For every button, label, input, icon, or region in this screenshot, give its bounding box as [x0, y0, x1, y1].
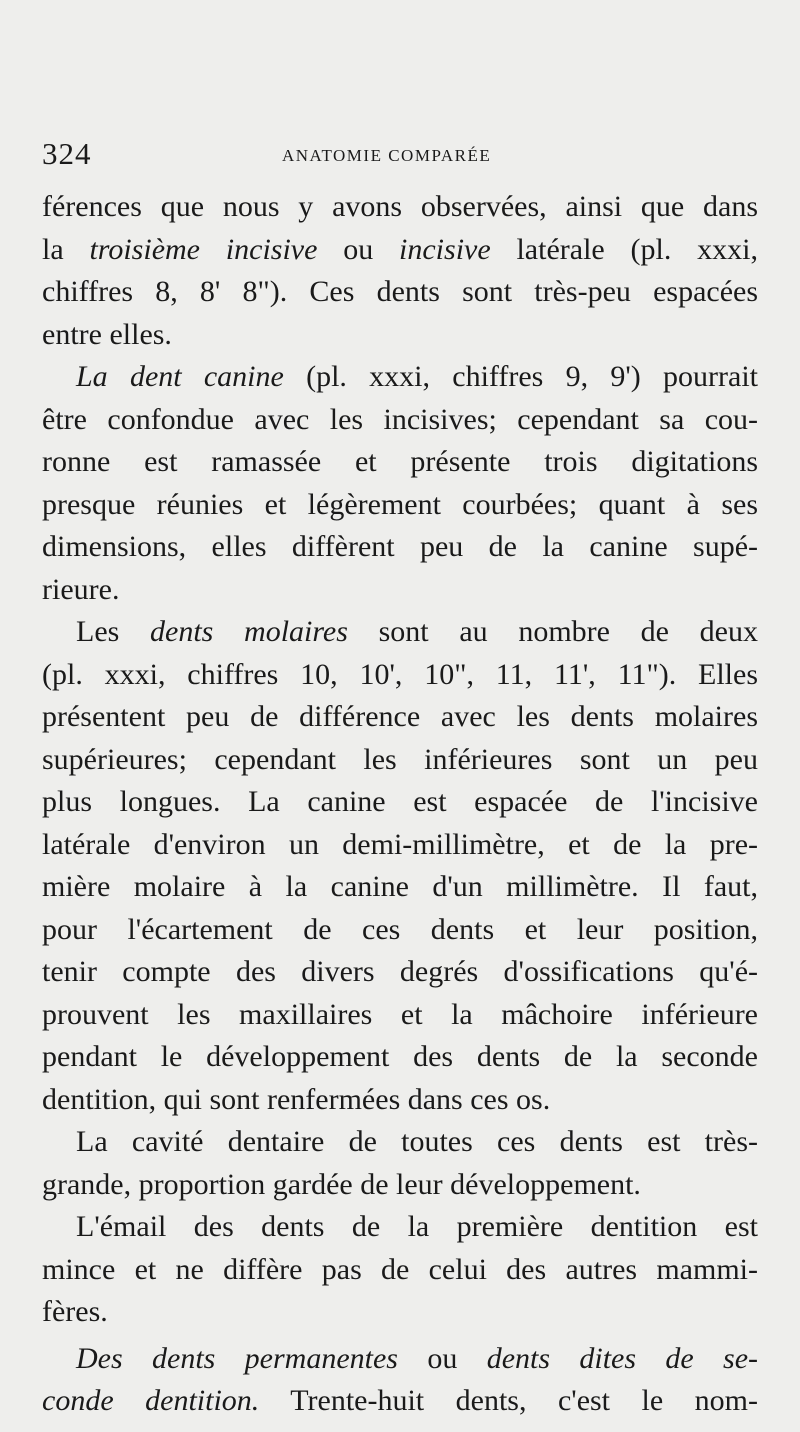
text-segment: latérale d'environ un demi-millimètre, et de la pre- [42, 827, 758, 861]
text-segment: sont au nombre de deux [347, 615, 758, 648]
text-line [42, 399, 758, 442]
text-segment: pour l'écartement de ces dents et leur position, [42, 912, 758, 946]
text-segment: être confondue avec les incisives; cependant sa cou- [42, 402, 758, 436]
text-segment: ronne est ramassée et présente trois digitations [42, 445, 758, 478]
italic-text: dents dites de se- [486, 1341, 758, 1375]
page-number: 324 [42, 136, 92, 171]
text-segment: prouvent les maxillaires et la mâchoire inférieure [42, 997, 758, 1031]
text-line [42, 314, 758, 357]
text-line [42, 866, 758, 909]
text-segment: Trente-huit dents, c'est le nom- [259, 1384, 758, 1417]
text-segment: rieure. [42, 572, 120, 606]
text-line [42, 739, 758, 782]
italic-text: troisième incisive [89, 232, 318, 266]
text-line [42, 229, 758, 272]
text-segment: fères. [42, 1295, 108, 1328]
text-line [42, 441, 758, 484]
text-line [42, 484, 758, 527]
text-line [42, 186, 758, 229]
text-segment: latérale (pl. xxxi, [490, 232, 758, 266]
text-line [42, 951, 758, 994]
text-segment: dimensions, elles diffèrent peu de la canine supé- [42, 530, 758, 563]
text-segment: présentent peu de différence avec les dents molaires [42, 700, 758, 733]
text-line [42, 271, 758, 314]
text-segment: dentition, qui sont renfermées dans ces os. [42, 1082, 551, 1116]
text-segment: mière molaire à la canine d'un millimètre. Il faut, [42, 870, 758, 903]
text-segment: férences que nous y avons observées, ainsi que dans [42, 190, 758, 223]
text-segment: la [42, 232, 90, 266]
italic-text: conde dentition. [42, 1384, 260, 1417]
body-text [42, 186, 758, 1423]
text-line [42, 994, 758, 1037]
italic-text: incisive [399, 232, 491, 266]
text-line [42, 1036, 758, 1079]
text-segment: pendant le développement des dents de la seconde [42, 1040, 758, 1073]
text-segment: tenir compte des divers degrés d'ossifications qu'é- [42, 955, 758, 988]
page-header [42, 136, 758, 180]
text-line [42, 526, 758, 569]
text-line [42, 1121, 758, 1164]
text-line [42, 654, 758, 697]
italic-text: La dent canine [76, 360, 284, 393]
text-segment: (pl. xxxi, chiffres 9, 9') pourrait [283, 360, 758, 393]
italic-text: Des dents permanentes [76, 1341, 398, 1375]
text-line [42, 356, 758, 399]
text-line [42, 909, 758, 952]
text-line [42, 569, 758, 612]
text-segment: supérieures; cependant les inférieures sont un peu [42, 742, 758, 776]
text-line [42, 696, 758, 739]
text-line [42, 1380, 758, 1423]
text-line [42, 781, 758, 824]
text-line [42, 1338, 758, 1381]
text-segment: (pl. xxxi, chiffres 10, 10', 10", 11, 11', 11"). Elles [42, 657, 758, 691]
text-segment: ou [397, 1341, 487, 1375]
text-line [42, 1206, 758, 1249]
text-line [42, 1249, 758, 1292]
text-segment: plus longues. La canine est espacée de l'incisive [42, 785, 758, 818]
text-line [42, 611, 758, 654]
text-segment: L'émail des dents de la première dentition est [76, 1210, 758, 1243]
text-line [42, 1079, 758, 1122]
text-segment: presque réunies et légèrement courbées; quant à ses [42, 487, 758, 521]
text-segment: La cavité dentaire de toutes ces dents est très- [76, 1125, 758, 1158]
text-segment: grande, proportion gardée de leur développement. [42, 1167, 641, 1201]
text-line [42, 1291, 758, 1334]
text-segment: ou [317, 232, 400, 266]
text-segment: chiffres 8, 8' 8"). Ces dents sont très-peu espacées [42, 275, 758, 308]
running-title: ANATOMIE COMPARÉE [282, 146, 492, 165]
text-segment: entre elles. [42, 317, 172, 351]
text-line [42, 824, 758, 867]
italic-text: dents molaires [150, 615, 348, 648]
text-line [42, 1164, 758, 1207]
text-segment: Les [76, 615, 151, 648]
text-segment: mince et ne diffère pas de celui des autres mammi- [42, 1252, 758, 1286]
